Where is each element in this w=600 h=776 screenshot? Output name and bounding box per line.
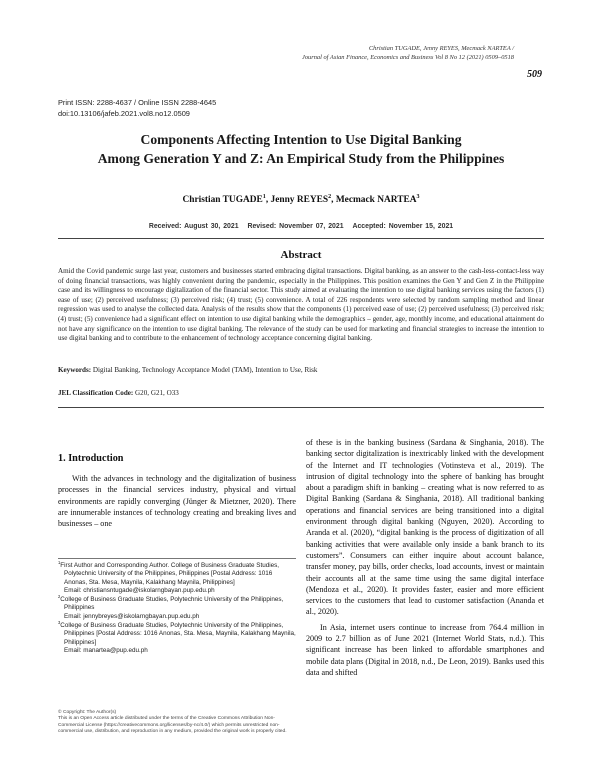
issn-line: Print ISSN: 2288-4637 / Online ISSN 2288-4645 bbox=[58, 98, 217, 107]
author-separator: , bbox=[265, 195, 271, 205]
footnote-2 bbox=[58, 596, 296, 613]
received-date: Received: August 30, 2021 bbox=[148, 223, 239, 230]
footnote-1 bbox=[58, 559, 296, 587]
jel-codes bbox=[58, 389, 544, 397]
doi-line: doi:10.13106/jafeb.2021.vol8.no12.0509 bbox=[58, 108, 190, 118]
keywords-label: Keywords: bbox=[58, 366, 92, 374]
divider-top bbox=[58, 238, 544, 239]
keywords bbox=[58, 366, 544, 374]
abstract-text: Amid the Covid pandemic surge last year, customers and businesses started embracing digital transactions. Digital banking, as an answer to the cash-less-contact-less way of doing financial transactions, was highly convenient during the pandemic, especially in the Philippines. This position examines the Gen Y and Gen Z in the Philippine case and its willingness to encourage digitalization of the financial sector. This study aimed at evaluating the intention to use digital banking services using the factors (1) ease of use; (2) perceived usefulness; (3) perceived risk; (4) trust; (5) convenience. A total of 226 respondents were selected by random sampling method and linear regression was used to analyse the collected data. Analysis of the results show that the components (1) perceived ease of use; (2) perceived usefulness; (3) perceived risk; (4) trust; (5) convenience had a significant effect on intention to use digital banking while the demographics – gender, age, monthly income, and educational attainment do not have any significance on the intention to use digital banking. The relevance of the study can be used for marketing and financial strategies to increase the intention to use digital banking and to contribute to the enhancement of technology acceptance concerning digital banking. bbox=[58, 267, 544, 343]
author-affiliation-mark: 2 bbox=[328, 193, 332, 200]
running-header-journal: Journal of Asian Finance, Economics and Business Vol 8 No 12 (2021) 0509–0518 bbox=[302, 54, 514, 62]
jel-label: JEL Classification Code: bbox=[58, 389, 134, 397]
copyright-line: © Copyright: The Author(s) bbox=[58, 710, 117, 715]
footnote-3 bbox=[58, 619, 296, 647]
running-header bbox=[114, 44, 514, 63]
author-list bbox=[58, 195, 544, 205]
introduction-right-column bbox=[306, 437, 544, 678]
license-text: This is an Open Access article distributed under the terms of the Creative Commons Attribution Non-Commercial License (https://creativecommons.org/licenses/by-nc/4.0/) which permits unrestricted non-commercial use, distribution, and reproduction in any medium, provided the original work is properly cited. bbox=[58, 716, 287, 735]
title-line-1: Components Affecting Intention to Use Digital Banking bbox=[140, 132, 462, 147]
author-name: Jenny REYES bbox=[270, 195, 329, 205]
introduction-paragraph-left: With the advances in technology and the digitalization of business processes in the financial services industry, physical and virtual environments are rapidly converging (Jünger & Mietzner, 2020). There are innumerable instances of technology creating and breaking lives and businesses – one bbox=[58, 474, 296, 529]
issn-block bbox=[58, 98, 216, 119]
footnotes bbox=[58, 559, 296, 656]
footnote-email-1: Email: christiansntugade@iskolarngbayan.pup.edu.ph bbox=[64, 586, 215, 594]
revised-date: Revised: November 07, 2021 bbox=[247, 223, 344, 230]
introduction-paragraph-right-1: of these is in the banking business (Sardana & Singhania, 2018). The banking sector digitalization is inextricably linked with the development of the Internet and IT technologies (Votinsteva et al., 2019). The intrusion of digital technology into the sphere of banking has brought about a paradigm shift in banking – creating what is now referred to as Digital Banking (Sardana & Singhania, 2018). All traditional banking operations and financial services are being transitioned into a digital environment through digital banking (Nguyen, 2020). According to Aranda et al. (2020), “digital banking is the process of digitization of all banking activities that were available only inside a bank branch to its customers”. Consumers can either inquire about account balance, transfer money, pay bills, order checks, load accounts, invest or maintain their accounts all at the same time using the same digital interface (Mendoza et al., 2020). It provides faster, easier and more efficient services to the customers that lead to customer satisfaction (Ananda et al., 2020). bbox=[306, 438, 544, 617]
keywords-text: Digital Banking, Technology Acceptance Model (TAM), Intention to Use, Risk bbox=[91, 366, 318, 374]
page-number: 509 bbox=[527, 69, 542, 80]
section-heading-introduction: 1. Introduction bbox=[58, 453, 124, 464]
footnote-email-2: Email: jennybreyes@iskolarngbayan.pup.edu.ph bbox=[64, 612, 200, 620]
footnote-mark: 1 bbox=[58, 559, 61, 565]
introduction-paragraph-right-2: In Asia, internet users continue to increase from 764.4 million in 2009 to 2.7 billion as of June 2021 (Internet World Stats, n.d.). This significant increase has been linked to affordable smartphones and mobile data plans (Digital in 2018, n.d., De Leon, 2019). Banks used this data and shifted bbox=[306, 622, 544, 677]
author-name: Christian TUGADE bbox=[182, 195, 263, 205]
accepted-date: Accepted: November 15, 2021 bbox=[352, 223, 454, 230]
author-affiliation-mark: 1 bbox=[262, 193, 266, 200]
submission-dates bbox=[58, 223, 544, 230]
author-name: Mecmack NARTEA bbox=[335, 195, 417, 205]
footnote-email-3: Email: manartea@pup.edu.ph bbox=[64, 646, 148, 654]
author-separator: , bbox=[331, 195, 336, 205]
running-header-authors: Christian TUGADE, Jenny REYES, Mecmack NARTEA / bbox=[368, 45, 514, 52]
copyright-notice bbox=[58, 710, 296, 736]
paper-title bbox=[58, 130, 544, 168]
divider-bottom bbox=[58, 407, 544, 408]
footnote-rule bbox=[58, 558, 296, 559]
jel-text: G20, G21, O33 bbox=[133, 389, 179, 397]
footnote-mark: 2 bbox=[58, 594, 61, 600]
abstract-heading: Abstract bbox=[280, 249, 322, 261]
author-affiliation-mark: 3 bbox=[416, 193, 420, 200]
footnote-mark: 3 bbox=[58, 619, 61, 625]
footnote-text: College of Business Graduate Studies, Polytechnic University of the Philippines, Philippines [Postal Address: 1016 Anonas, Sta. Mesa, Maynila, Kalakhang Maynila, Philippines] bbox=[60, 622, 296, 646]
footnote-text: College of Business Graduate Studies, Polytechnic University of the Philippines, Philippines bbox=[60, 596, 284, 612]
title-line-2: Among Generation Y and Z: An Empirical Study from the Philippines bbox=[97, 151, 505, 166]
footnote-text: First Author and Corresponding Author. College of Business Graduate Studies, Polytechnic University of the Philippines, Philippines [Postal Address: 1016 Anonas, Sta. Mesa, Maynila, Kalakhang Maynila, Philippines] bbox=[60, 562, 280, 586]
